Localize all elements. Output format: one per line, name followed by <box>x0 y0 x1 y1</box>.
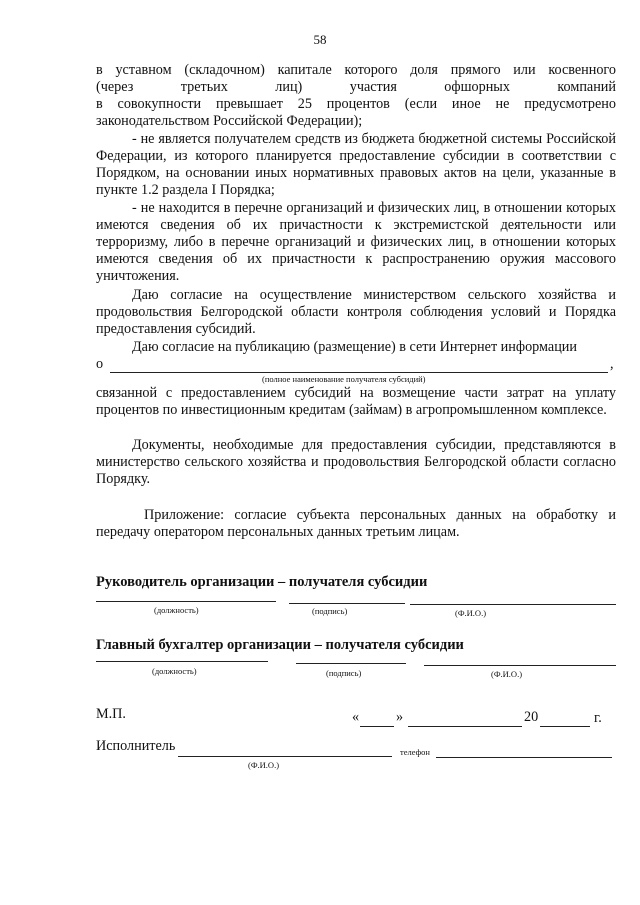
date-quote-open: « <box>352 709 360 725</box>
word: офшорных <box>444 79 510 95</box>
date-quote-close: » <box>396 709 404 725</box>
preposition-o: о <box>96 356 104 372</box>
paragraph-extremism: - не находится в перечне организаций и физических лиц, в отношении которых имеются сведения об их причастности к экстремистской деятельности или терроризму, либо в перечне организаций и физических лиц, в отношении которых имеются сведения об их причастности к распространению оружия массового уничтожения. <box>96 200 616 284</box>
phone-line <box>436 757 612 758</box>
paragraph-documents: Документы, необходимые для предоставления субсидии, представляются в министерство сельского хозяйства и продовольствия Белгородской области согласно Порядку. <box>96 437 616 487</box>
executor-label: Исполнитель <box>96 738 176 754</box>
word: (через <box>96 79 134 95</box>
page-number: 58 <box>313 32 327 47</box>
head-signature-caption: (подпись) <box>312 606 348 616</box>
ownership-line-3: в совокупности превышает 25 процентов (если иное не предусмотрено законодательством Российской Федерации); <box>96 96 616 129</box>
date-month-line <box>408 726 522 727</box>
paragraph-consent-publication: Даю согласие на публикацию (размещение) в сети Интернет информации <box>132 339 577 355</box>
date-year-suffix: г. <box>594 710 602 726</box>
paragraph-ownership <box>96 62 616 130</box>
head-position-line <box>96 601 276 602</box>
paragraph-budget: - не является получателем средств из бюджета бюджетной системы Российской Федерации, из которого планируется предоставление субсидии в соответствии с Порядком, на основании иных нормативных правовых актов на цели, указанные в пункте 1.2 раздела I Порядка; <box>96 131 616 198</box>
recipient-name-caption: (полное наименование получателя субсидий) <box>262 374 426 384</box>
executor-name-line <box>178 756 392 757</box>
stamp-place-label: М.П. <box>96 706 126 722</box>
ownership-line-2 <box>96 79 616 96</box>
head-signature-title: Руководитель организации – получателя субсидии <box>96 574 428 590</box>
head-fio-line <box>410 604 616 605</box>
executor-fio-caption: (Ф.И.О.) <box>248 760 280 770</box>
recipient-name-line <box>110 372 608 373</box>
paragraph-consent-control: Даю согласие на осуществление министерством сельского хозяйства и продовольствия Белгородской области контроля соблюдения условий и Порядка предоставления субсидий. <box>96 287 616 337</box>
date-day-line <box>360 726 394 727</box>
date-year-prefix: 20 <box>524 709 539 725</box>
ownership-line-1: в уставном (складочном) капитале которого доля прямого или косвенного <box>96 62 616 78</box>
accountant-signature-title: Главный бухгалтер организации – получателя субсидии <box>96 637 464 653</box>
paragraph-consent-publication-rest: связанной с предоставлением субсидий на возмещение части затрат на уплату процентов по инвестиционным кредитам (займам) в агропромышленном комплексе. <box>96 385 616 418</box>
head-signature-line <box>289 603 405 604</box>
word: участия <box>349 79 397 95</box>
head-fio-caption: (Ф.И.О.) <box>455 608 487 618</box>
accountant-fio-caption: (Ф.И.О.) <box>491 669 523 679</box>
word: третьих <box>180 79 228 95</box>
paragraph-appendix: Приложение: согласие субъекта персональных данных на обработку и передачу оператором персональных данных третьим лицам. <box>96 507 616 540</box>
accountant-position-caption: (должность) <box>152 666 197 676</box>
word: компаний <box>557 79 616 95</box>
accountant-position-line <box>96 661 268 662</box>
accountant-signature-caption: (подпись) <box>326 668 362 678</box>
date-year-line <box>540 726 590 727</box>
head-position-caption: (должность) <box>154 605 199 615</box>
word: лиц) <box>275 79 303 95</box>
accountant-signature-line <box>296 663 406 664</box>
phone-label: телефон <box>400 747 430 757</box>
accountant-fio-line <box>424 665 616 666</box>
comma: , <box>610 356 614 372</box>
